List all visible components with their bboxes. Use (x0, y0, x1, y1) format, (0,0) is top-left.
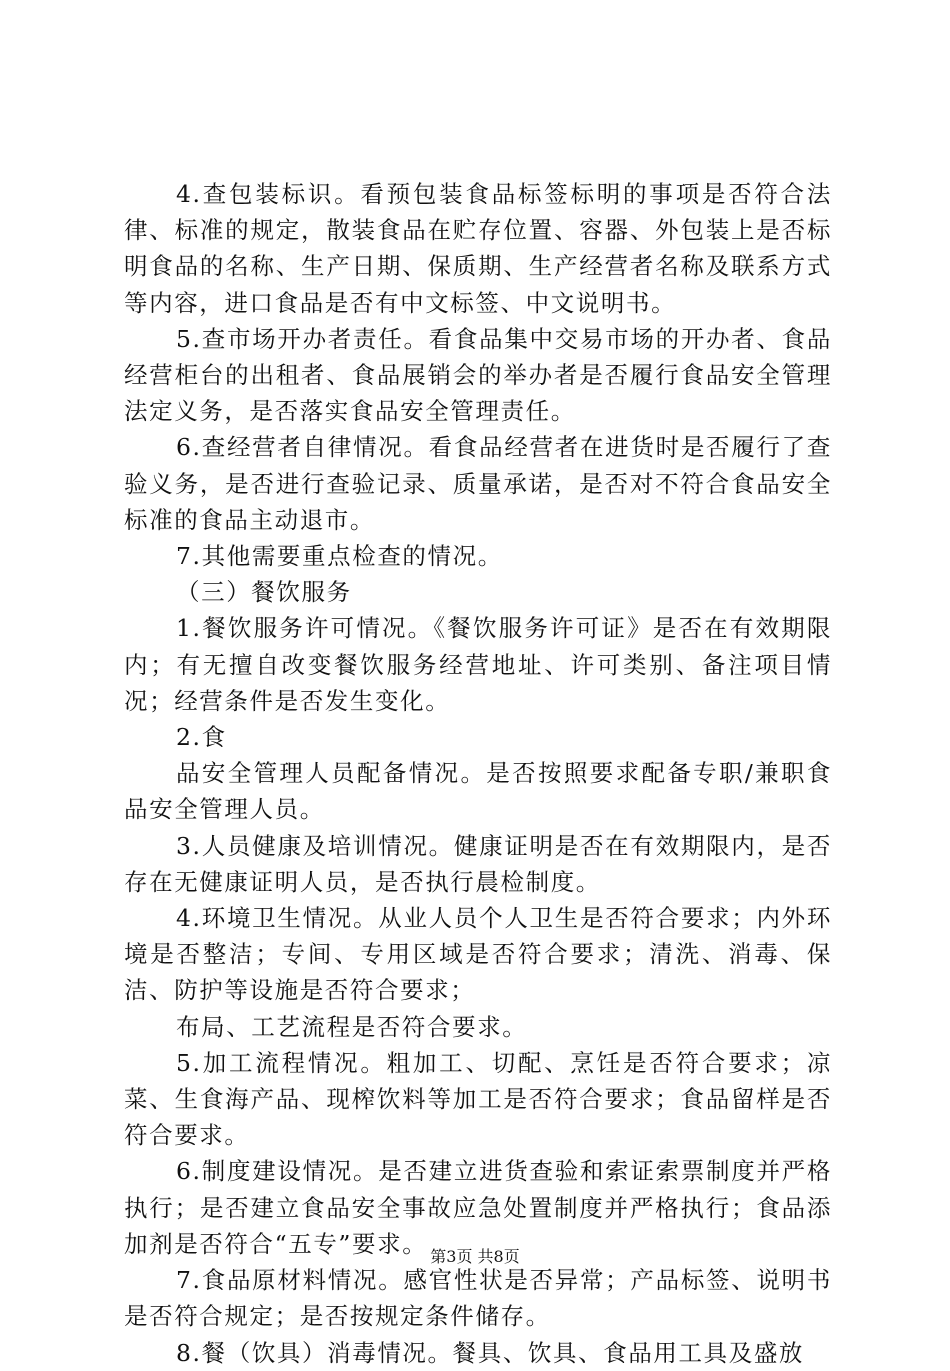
paragraph: 8.餐（饮具）消毒情况。餐具、饮具、食品用工具及盛放 (176, 1338, 805, 1367)
page-number-footer: 第3页 共8页 (430, 1247, 520, 1266)
paragraph: 布局、工艺流程是否符合要求。 (176, 1012, 528, 1041)
paragraph: 1.餐饮服务许可情况。《餐饮服务许可证》是否在有效期限内；有无擅自改变餐饮服务经营地址、许可类别、备注项目情况；经营条件是否发生变化。 (124, 614, 832, 715)
paragraph: 3.人员健康及培训情况。健康证明是否在有效期限内，是否存在无健康证明人员，是否执行晨检制度。 (124, 831, 832, 896)
paragraph: 6.制度建设情况。是否建立进货查验和索证索票制度并严格执行；是否建立食品安全事故应急处置制度并严格执行；食品添加剂是否符合“五专”要求。 (124, 1157, 832, 1258)
paragraph: 品安全管理人员配备情况。是否按照要求配备专职/兼职食品安全管理人员。 (124, 759, 832, 824)
section-heading: （三）餐饮服务 (176, 578, 352, 607)
paragraph: 7.其他需要重点检查的情况。 (176, 542, 503, 571)
paragraph: 4.查包装标识。看预包装食品标签标明的事项是否符合法律、标准的规定，散装食品在贮存位置、容器、外包装上是否标明食品的名称、生产日期、保质期、生产经营者名称及联系方式等内容，进口食品是否有中文标签、中文说明书。 (124, 180, 832, 317)
paragraph: 2.食 (176, 723, 227, 752)
paragraph: 4.环境卫生情况。从业人员个人卫生是否符合要求；内外环境是否整洁；专间、专用区域是否符合要求；清洗、消毒、保洁、防护等设施是否符合要求； (124, 904, 832, 1005)
paragraph: 5.加工流程情况。粗加工、切配、烹饪是否符合要求；凉菜、生食海产品、现榨饮料等加工是否符合要求；食品留样是否符合要求。 (124, 1048, 832, 1150)
paragraph: 7.食品原材料情况。感官性状是否异常；产品标签、说明书是否符合规定；是否按规定条件储存。 (124, 1266, 832, 1331)
paragraph: 5.查市场开办者责任。看食品集中交易市场的开办者、食品经营柜台的出租者、食品展销会的举办者是否履行食品安全管理法定义务，是否落实食品安全管理责任。 (124, 324, 832, 426)
paragraph: 6.查经营者自律情况。看食品经营者在进货时是否履行了查验义务，是否进行查验记录、质量承诺，是否对不符合食品安全标准的食品主动退市。 (124, 433, 832, 534)
document-body (124, 176, 832, 1371)
